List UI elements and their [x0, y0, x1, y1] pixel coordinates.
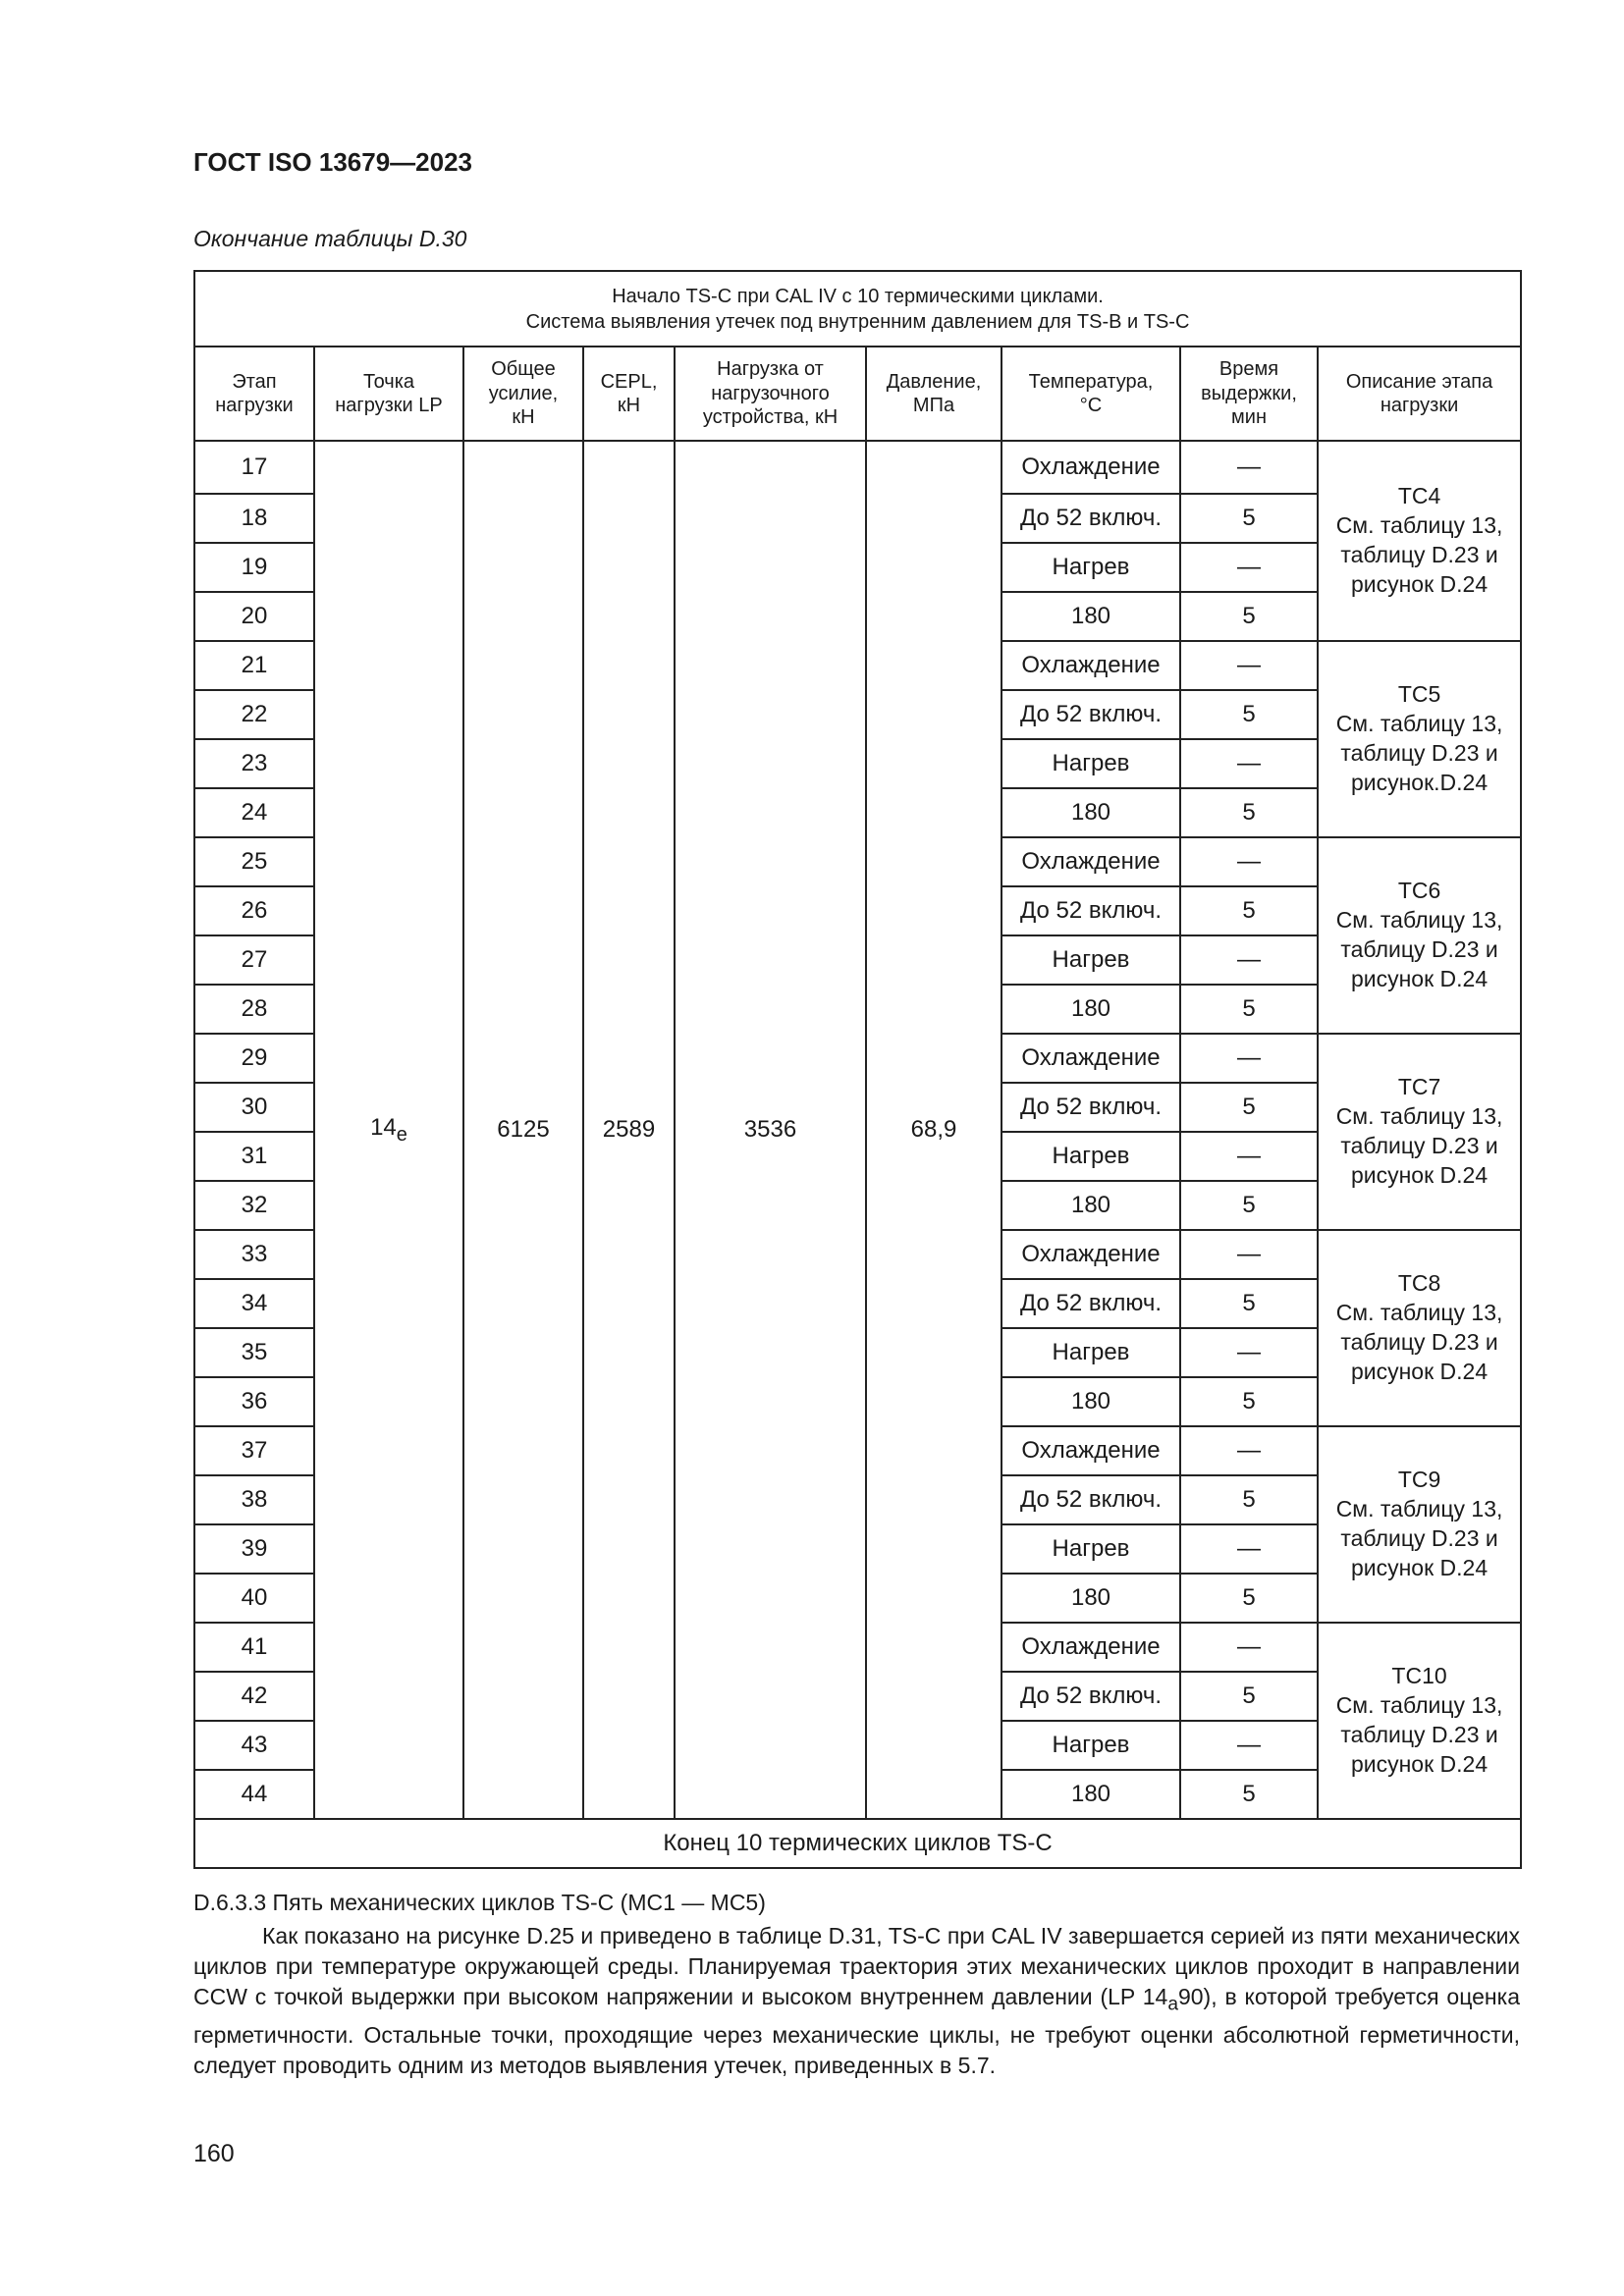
- stage-cell: 21: [194, 641, 314, 690]
- paragraph-part-1: Как показано на рисунке D.25 и приведено в таблице D.31, TS-C при CAL IV завершается серией из пяти механических циклов при температуре окружающей среды. Планируемая траектория этих механических циклов проходит в направлении CCW с точкой выдержки при высоком напряжении и высоком внутреннем давлении (LP 14: [193, 1923, 1520, 2009]
- stage-cell: 44: [194, 1770, 314, 1819]
- stage-cell: 25: [194, 837, 314, 886]
- temperature-cell: Нагрев: [1001, 1132, 1180, 1181]
- table-footer: Конец 10 термических циклов TS-C: [194, 1819, 1521, 1868]
- stage-cell: 23: [194, 739, 314, 788]
- temperature-cell: Нагрев: [1001, 1328, 1180, 1377]
- loader-cell: 3536: [675, 441, 866, 1819]
- temperature-cell: Охлаждение: [1001, 1034, 1180, 1083]
- header-hold-time: [1180, 347, 1318, 441]
- hold-time-cell: 5: [1180, 886, 1318, 935]
- description-line: таблицу D.23 и: [1340, 542, 1498, 567]
- temperature-cell: Охлаждение: [1001, 641, 1180, 690]
- hold-time-cell: 5: [1180, 788, 1318, 837]
- body-paragraph: [193, 1921, 1520, 2081]
- hold-time-cell: —: [1180, 1721, 1318, 1770]
- header-line: кН: [617, 395, 641, 416]
- stage-cell: 19: [194, 543, 314, 592]
- stage-cell: 26: [194, 886, 314, 935]
- description-line: рисунок.D.24: [1350, 769, 1489, 795]
- hold-time-cell: —: [1180, 1623, 1318, 1672]
- hold-time-cell: 5: [1180, 1475, 1318, 1524]
- header-line: Точка: [362, 370, 415, 393]
- stage-cell: 29: [194, 1034, 314, 1083]
- temperature-cell: До 52 включ.: [1001, 1083, 1180, 1132]
- description-cell: [1318, 1230, 1521, 1426]
- header-load-point: [314, 347, 463, 441]
- stage-cell: 28: [194, 985, 314, 1034]
- temperature-cell: До 52 включ.: [1001, 690, 1180, 739]
- stage-cell: 24: [194, 788, 314, 837]
- header-line: Общее: [491, 358, 556, 381]
- section-heading: D.6.3.3 Пять механических циклов TS-C (MC1 — MC5): [193, 1890, 766, 1915]
- header-line: Этап: [232, 370, 277, 393]
- hold-time-cell: 5: [1180, 1770, 1318, 1819]
- stage-cell: 43: [194, 1721, 314, 1770]
- load-point-cell: [314, 441, 463, 1819]
- description-line: См. таблицу 13,: [1335, 1103, 1503, 1130]
- header-line: Время: [1218, 358, 1279, 381]
- header-line: мин: [1231, 406, 1267, 429]
- header-loader: [675, 347, 866, 441]
- description-line: таблицу D.23 и: [1340, 1133, 1498, 1158]
- paragraph-subscript: a: [1167, 1994, 1178, 2015]
- hold-time-cell: —: [1180, 739, 1318, 788]
- hold-time-cell: —: [1180, 1328, 1318, 1377]
- temperature-cell: Охлаждение: [1001, 1426, 1180, 1475]
- description-cell: [1318, 641, 1521, 837]
- hold-time-cell: —: [1180, 935, 1318, 985]
- table-header-row: [194, 347, 1521, 441]
- temperature-cell: Нагрев: [1001, 739, 1180, 788]
- description-line: таблицу D.23 и: [1340, 1329, 1498, 1355]
- description-line: рисунок D.24: [1350, 1161, 1489, 1188]
- header-stage: [194, 347, 314, 441]
- header-line: нагрузочного: [711, 382, 830, 404]
- description-cell: [1318, 1034, 1521, 1230]
- temperature-cell: Охлаждение: [1001, 441, 1180, 494]
- header-line: Нагрузка от: [717, 358, 824, 381]
- stage-cell: 20: [194, 592, 314, 641]
- temperature-cell: 180: [1001, 985, 1180, 1034]
- stage-cell: 36: [194, 1377, 314, 1426]
- banner-line-2: Система выявления утечек под внутренним давлением для TS-B и TS-C: [525, 310, 1190, 333]
- stage-cell: 31: [194, 1132, 314, 1181]
- stage-cell: 22: [194, 690, 314, 739]
- stage-cell: 27: [194, 935, 314, 985]
- description-line: TC5: [1397, 681, 1441, 708]
- hold-time-cell: 5: [1180, 1672, 1318, 1721]
- header-line: кН: [512, 406, 535, 429]
- description-line: TC7: [1397, 1074, 1441, 1100]
- header-line: нагрузки: [1380, 395, 1459, 416]
- description-line: рисунок D.24: [1350, 1750, 1489, 1777]
- hold-time-cell: 5: [1180, 1574, 1318, 1623]
- hold-time-cell: —: [1180, 1034, 1318, 1083]
- hold-time-cell: 5: [1180, 1279, 1318, 1328]
- hold-time-cell: —: [1180, 543, 1318, 592]
- stage-cell: 32: [194, 1181, 314, 1230]
- description-line: таблицу D.23 и: [1340, 740, 1498, 766]
- temperature-cell: 180: [1001, 1770, 1180, 1819]
- header-line: Давление,: [886, 370, 982, 393]
- description-line: TC9: [1397, 1467, 1441, 1493]
- header-line: Температура,: [1028, 370, 1154, 393]
- temperature-cell: 180: [1001, 1377, 1180, 1426]
- page-number: 160: [193, 2140, 235, 2167]
- description-cell: [1318, 1426, 1521, 1623]
- description-line: рисунок D.24: [1350, 1554, 1489, 1580]
- stage-cell: 34: [194, 1279, 314, 1328]
- header-line: CEPL,: [600, 370, 658, 393]
- header-line: нагрузки: [215, 395, 294, 416]
- stage-cell: 30: [194, 1083, 314, 1132]
- stage-cell: 18: [194, 494, 314, 543]
- header-line: °С: [1079, 395, 1103, 416]
- banner-line-1: Начало TS-C при CAL IV с 10 термическими циклами.: [612, 285, 1104, 307]
- stage-cell: 38: [194, 1475, 314, 1524]
- description-line: рисунок D.24: [1350, 1358, 1489, 1384]
- temperature-cell: 180: [1001, 1181, 1180, 1230]
- temperature-cell: До 52 включ.: [1001, 1475, 1180, 1524]
- temperature-cell: 180: [1001, 788, 1180, 837]
- temperature-cell: До 52 включ.: [1001, 494, 1180, 543]
- hold-time-cell: 5: [1180, 985, 1318, 1034]
- description-line: TC4: [1397, 483, 1441, 509]
- temperature-cell: Охлаждение: [1001, 1230, 1180, 1279]
- load-steps-table: [193, 270, 1522, 1869]
- load-point-value: 14: [370, 1113, 397, 1141]
- header-description: [1318, 347, 1521, 441]
- description-line: таблицу D.23 и: [1340, 1722, 1498, 1747]
- hold-time-cell: —: [1180, 641, 1318, 690]
- stage-cell: 41: [194, 1623, 314, 1672]
- hold-time-cell: 5: [1180, 1181, 1318, 1230]
- description-line: См. таблицу 13,: [1335, 907, 1503, 934]
- temperature-cell: Нагрев: [1001, 1721, 1180, 1770]
- description-line: См. таблицу 13,: [1335, 711, 1503, 737]
- stage-cell: 40: [194, 1574, 314, 1623]
- pressure-cell: 68,9: [866, 441, 1001, 1819]
- hold-time-cell: 5: [1180, 494, 1318, 543]
- load-point-subscript: e: [396, 1123, 407, 1146]
- temperature-cell: До 52 включ.: [1001, 1279, 1180, 1328]
- description-line: См. таблицу 13,: [1335, 1692, 1503, 1719]
- description-line: См. таблицу 13,: [1335, 1496, 1503, 1522]
- header-line: Описание этапа: [1345, 370, 1493, 393]
- hold-time-cell: —: [1180, 1230, 1318, 1279]
- header-temperature: [1001, 347, 1180, 441]
- hold-time-cell: 5: [1180, 1083, 1318, 1132]
- temperature-cell: Нагрев: [1001, 1524, 1180, 1574]
- description-cell: [1318, 1623, 1521, 1819]
- description-line: TC6: [1397, 878, 1441, 904]
- header-cepl: [583, 347, 675, 441]
- description-line: См. таблицу 13,: [1335, 512, 1503, 539]
- temperature-cell: До 52 включ.: [1001, 1672, 1180, 1721]
- stage-cell: 17: [194, 441, 314, 494]
- header-line: нагрузки LP: [335, 395, 443, 416]
- table-banner: [194, 271, 1521, 347]
- paragraph-part-2: 90), в которой требуется оценка герметичности. Остальные точки, проходящие через механические циклы, не требуют оценки абсолютной герметичности, следует проводить одним из методов выявления утечек, приведенных в 5.7.: [193, 1984, 1520, 2078]
- stage-cell: 42: [194, 1672, 314, 1721]
- description-line: См. таблицу 13,: [1335, 1300, 1503, 1326]
- temperature-cell: 180: [1001, 1574, 1180, 1623]
- temperature-cell: Нагрев: [1001, 543, 1180, 592]
- description-line: таблицу D.23 и: [1340, 1525, 1498, 1551]
- temperature-cell: Охлаждение: [1001, 1623, 1180, 1672]
- temperature-cell: Охлаждение: [1001, 837, 1180, 886]
- stage-cell: 33: [194, 1230, 314, 1279]
- header-line: устройства, кН: [702, 406, 839, 429]
- header-total-force: [463, 347, 583, 441]
- table-continuation-caption: Окончание таблицы D.30: [193, 226, 467, 251]
- document-title: ГОСТ ISO 13679—2023: [193, 147, 473, 177]
- hold-time-cell: —: [1180, 1132, 1318, 1181]
- description-line: TC8: [1397, 1270, 1441, 1297]
- temperature-cell: 180: [1001, 592, 1180, 641]
- description-cell: [1318, 441, 1521, 641]
- stage-cell: 37: [194, 1426, 314, 1475]
- cepl-cell: 2589: [583, 441, 675, 1819]
- stage-cell: 35: [194, 1328, 314, 1377]
- header-pressure: [866, 347, 1001, 441]
- hold-time-cell: 5: [1180, 1377, 1318, 1426]
- description-line: рисунок D.24: [1350, 965, 1489, 991]
- temperature-cell: До 52 включ.: [1001, 886, 1180, 935]
- description-line: таблицу D.23 и: [1340, 936, 1498, 962]
- hold-time-cell: —: [1180, 1524, 1318, 1574]
- description-line: рисунок D.24: [1350, 570, 1489, 597]
- total-force-cell: 6125: [463, 441, 583, 1819]
- hold-time-cell: 5: [1180, 690, 1318, 739]
- header-line: усилие,: [488, 382, 559, 404]
- hold-time-cell: 5: [1180, 592, 1318, 641]
- description-cell: [1318, 837, 1521, 1034]
- hold-time-cell: —: [1180, 441, 1318, 494]
- temperature-cell: Нагрев: [1001, 935, 1180, 985]
- header-line: выдержки,: [1201, 382, 1297, 404]
- stage-cell: 39: [194, 1524, 314, 1574]
- table-footer-row: [194, 1819, 1521, 1868]
- hold-time-cell: —: [1180, 1426, 1318, 1475]
- description-line: TC10: [1391, 1663, 1447, 1689]
- table-row: [194, 441, 1521, 494]
- header-line: МПа: [912, 395, 955, 416]
- hold-time-cell: —: [1180, 837, 1318, 886]
